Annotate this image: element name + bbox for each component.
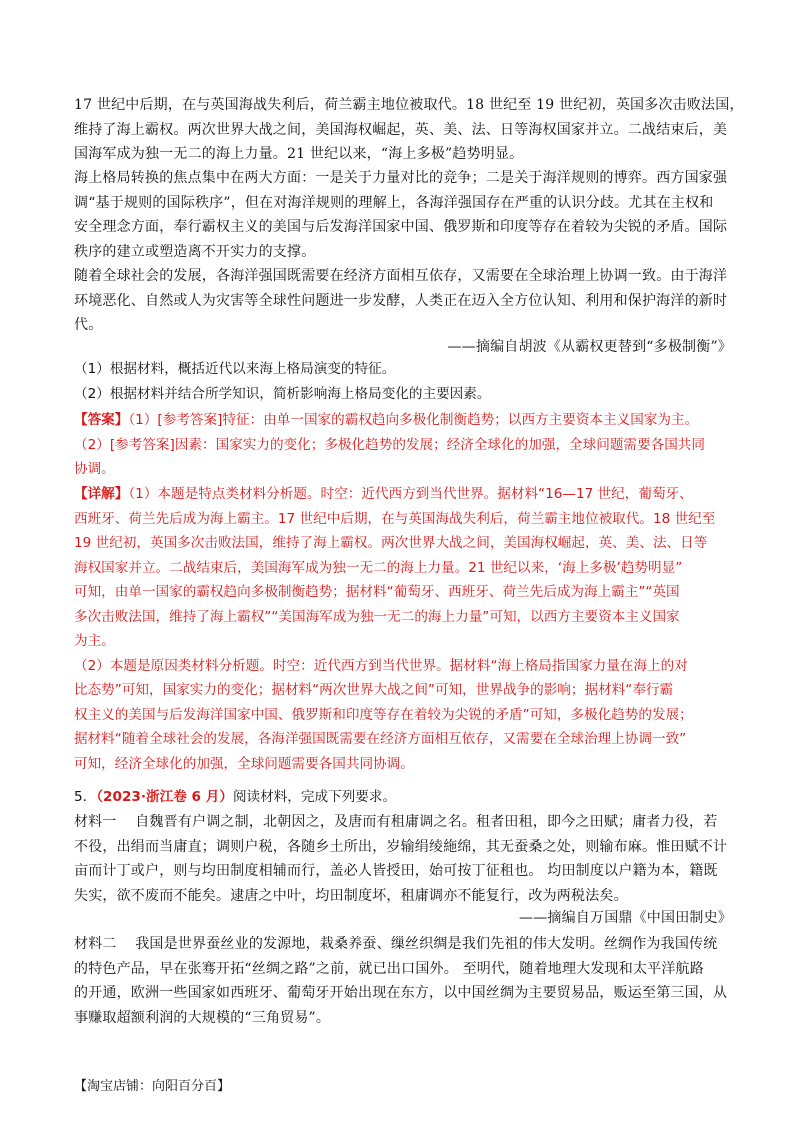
text-line: 事赚取超额利润的大规模的“三角贸易”。 bbox=[74, 1009, 331, 1026]
question-source-tag: （2023·浙江卷 6 月） bbox=[96, 789, 233, 805]
text-line: 不役，出绢而当庸直；调则户税，各随乡土所出，岁输绢绫絁绵，其无蚕桑之处，则输布麻。惟田赋不计 bbox=[74, 838, 728, 855]
material-1 bbox=[74, 810, 734, 908]
material-paragraph-1 bbox=[74, 93, 744, 167]
question-2: （2）根据材料并结合所学知识，简析影响海上格局变化的主要因素。 bbox=[74, 386, 491, 402]
material-label: 材料二 bbox=[74, 936, 117, 952]
text-line: 材料二 我国是世界蚕丝业的发源地，栽桑养蚕、缫丝织绸是我们先祖的伟大发明。丝绸作为我国传统 bbox=[74, 936, 718, 952]
text-line: 的特色产品，早在张骞开拓“丝绸之路”之前，就已出口国外。 至明代，随着地理大发现和太平洋航路 bbox=[74, 960, 704, 977]
text-line: 维持了海上霸权。两次世界大战之间，美国海权崛起，英、美、法、日等海权国家并立。二战结束后，美 bbox=[74, 121, 728, 138]
detail-line: 海权国家并立。二战结束后，美国海军成为独一无二的海上力量。21 世纪以来，‘海上多极’趋势明显” bbox=[74, 559, 683, 576]
answer-line-3: 协调。 bbox=[74, 461, 115, 477]
text-line: 失实，欲不废而不能矣。逮唐之中叶，均田制度坏，租庸调亦不能复行，改为两税法矣。 bbox=[74, 887, 628, 904]
question-5-header bbox=[74, 785, 734, 810]
text-line: 环境恶化、自然或人为灾害等全球性问题进一步发酵，人类正在迈入全方位认知、利用和保护海洋的新时 bbox=[74, 292, 728, 309]
text-line: 安全理念方面，奉行霸权主义的美国与后发海洋国家中国、俄罗斯和印度等存在着较为尖锐的矛盾。国际 bbox=[74, 219, 728, 235]
detail-line: 多次击败法国，维持了海上霸权”“美国海军成为独一无二的海上力量”可知，以西方主要资本主义国家 bbox=[74, 608, 680, 625]
text-line: 国海军成为独一无二的海上力量。21 世纪以来，“海上多极”趋势明显。 bbox=[74, 146, 524, 162]
question-number: 5． bbox=[74, 789, 97, 805]
detail-line: 据材料“随着全球社会的发展，各海洋强国既需要在经济方面相互依存，又需要在全球治理上协调一致” bbox=[74, 731, 687, 747]
text-line: 材料一 自魏晋有户调之制，北朝因之，及唐而有租庸调之名。租者田租，即今之田赋；庸者力役，若 bbox=[74, 814, 718, 830]
text-line: 调“基于规则的国际秩序”，但在对海洋规则的理解上，各海洋强国存在严重的认识分歧。尤其在主权和 bbox=[74, 194, 714, 211]
detail-line: 19 世纪初，英国多次击败法国，维持了海上霸权。两次世界大战之间，美国海权崛起，英、美、法、日等 bbox=[74, 535, 708, 551]
detail-line: 为主。 bbox=[74, 633, 115, 649]
material-paragraph-3 bbox=[74, 264, 734, 338]
detail-line: （2）本题是原因类材料分析题。时空：近代西方到当代世界。据材料“海上格局指国家力量在海上的对 bbox=[74, 657, 688, 674]
text-line: 海上格局转换的焦点集中在两大方面：一是关于力量对比的竞争；二是关于海洋规则的博弈。西方国家强 bbox=[74, 170, 728, 186]
footer-shop-note: 【淘宝店铺：向阳百分百】 bbox=[74, 1079, 231, 1094]
text-line: 的开通，欧洲一些国家如西班牙、葡萄牙开始出现在东方，以中国丝绸为主要贸易品，贩运至第三国，从 bbox=[74, 985, 728, 1001]
detail-line: 西班牙、荷兰先后成为海上霸主。17 世纪中后期，在与英国海战失利后，荷兰霸主地位被取代。18 世纪至 bbox=[74, 510, 716, 527]
detail-line: 权主义的美国与后发海洋国家中国、俄罗斯和印度等存在着较为尖锐的矛盾”可知，多极化趋势的发展； bbox=[74, 706, 693, 723]
answer-tag: 【答案】 bbox=[74, 412, 129, 428]
material-label: 材料一 bbox=[74, 814, 117, 830]
text-line: 秩序的建立或塑造离不开实力的支撑。 bbox=[74, 243, 316, 260]
text-line: 代。 bbox=[74, 317, 103, 333]
material-1-source: ——摘编自万国鼎《中国田制史》 bbox=[519, 910, 732, 926]
detail-line: 可知，经济全球化的加强，全球问题需要各国共同协调。 bbox=[74, 755, 414, 772]
detail-tag: 【详解】 bbox=[74, 486, 129, 502]
text-line: 亩而计丁或户，则与均田制度相辅而行，盖必人皆授田，始可按丁征租也。 均田制度以户籍为本，籍既 bbox=[74, 863, 718, 879]
question-1: （1）根据材料，概括近代以来海上格局演变的特征。 bbox=[74, 361, 396, 377]
detail-block bbox=[74, 482, 734, 776]
material-paragraph-2 bbox=[74, 166, 734, 264]
detail-line: 可知，由单一国家的霸权趋向多极制衡趋势；据材料“葡萄牙、西班牙、荷兰先后成为海上霸主”“英国 bbox=[74, 584, 680, 600]
detail-line: 比态势”可知，国家实力的变化；据材料“两次世界大战之间”可知，世界战争的影响；据材料“奉行霸 bbox=[74, 682, 674, 698]
text-line: 17 世纪中后期，在与英国海战失利后，荷兰霸主地位被取代。18 世纪至 19 世纪初，英国多次击败法国， bbox=[74, 97, 744, 113]
detail-line: 【详解】（1）本题是特点类材料分析题。时空：近代西方到当代世界。据材料“16—17 世纪，葡萄牙、 bbox=[74, 486, 693, 502]
material-source: ——摘编自胡波《从霸权更替到“多极制衡”》 bbox=[447, 339, 732, 355]
answer-block bbox=[74, 408, 734, 482]
answer-line-2: （2）[参考答案]因素：国家实力的变化；多极化趋势的发展；经济全球化的加强，全球问题需要各国共同 bbox=[74, 436, 705, 453]
text-line: 随着全球社会的发展，各海洋强国既需要在经济方面相互依存，又需要在全球治理上协调一致。由于海洋 bbox=[74, 268, 728, 284]
question-prompt: 阅读材料，完成下列要求。 bbox=[232, 789, 397, 805]
answer-line-1: 【答案】（1）[参考答案]特征：由单一国家的霸权趋向多极化制衡趋势；以西方主要资本主义国家为主。 bbox=[74, 412, 699, 428]
material-2 bbox=[74, 932, 734, 1030]
